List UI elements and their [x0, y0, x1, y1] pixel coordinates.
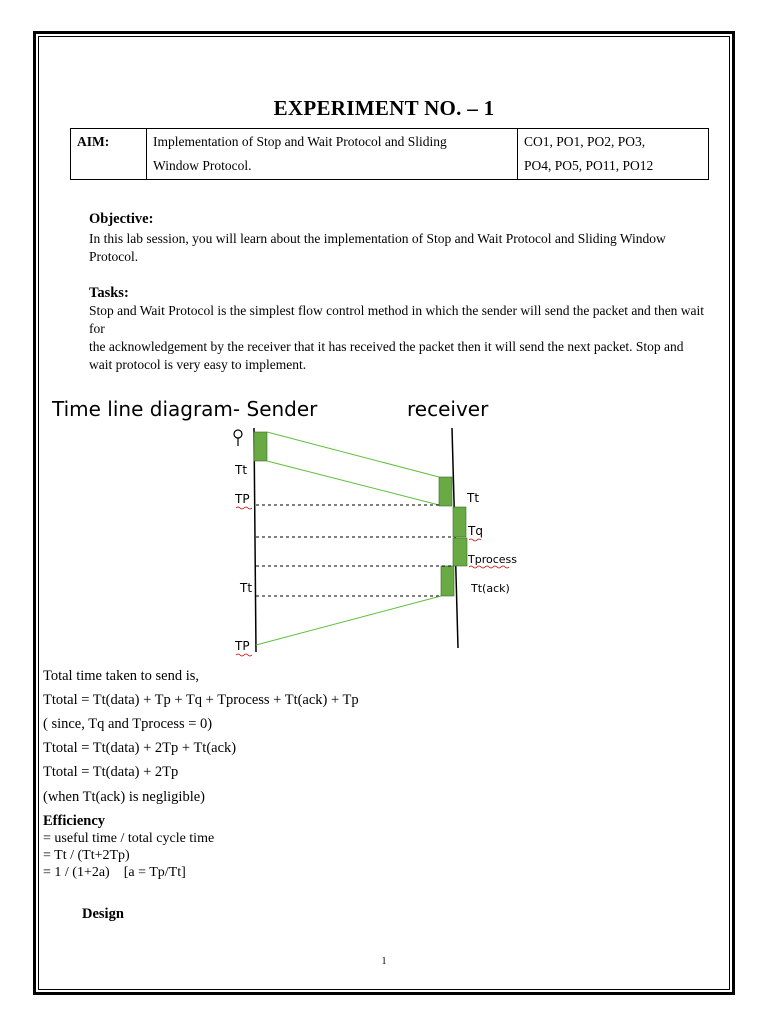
spellcheck-underline [469, 566, 509, 568]
sender-label-tp2: TP [235, 639, 250, 653]
formula-line-4: Ttotal = Tt(data) + 2Tp + Tt(ack) [43, 740, 237, 756]
queue-block [453, 507, 466, 537]
aim-label: AIM: [71, 129, 147, 180]
efficiency-line1: = useful time / total cycle time [43, 831, 215, 846]
tasks-heading: Tasks: [89, 285, 129, 301]
ack-return-line [256, 596, 441, 645]
efficiency-heading: Efficiency [43, 813, 106, 829]
objective-heading: Objective: [89, 211, 154, 227]
sender-axis [254, 428, 256, 652]
sender-label-tp1: TP [235, 492, 250, 506]
page-title: EXPERIMENT NO. – 1 [273, 96, 495, 120]
receive-block [439, 477, 452, 506]
formula-line-1: Total time taken to send is, [43, 668, 200, 684]
efficiency-line2: = Tt / (Tt+2Tp) [43, 848, 130, 863]
data-packet-block [254, 432, 267, 461]
sender-label-tt1: Tt [235, 463, 248, 477]
receiver-label-tprocess: Tprocess [468, 553, 517, 566]
tasks-line3: the acknowledgement by the receiver that it has received the packet then it will send the next packet. Stop and [89, 339, 684, 354]
objective-line1: In this lab session, you will learn about the implementation of Stop and Wait Protocol and Sliding Window [89, 231, 666, 246]
receiver-label-tt-ack: Tt(ack) [471, 582, 510, 595]
formula-line-3: ( since, Tq and Tprocess = 0) [43, 716, 213, 732]
design-heading: Design [82, 906, 124, 922]
receiver-label-tq: Tq [468, 524, 483, 538]
formula-line-2: Ttotal = Tt(data) + Tp + Tq + Tprocess + Tt(ack) + Tp [43, 692, 359, 708]
efficiency-line3: = 1 / (1+2a) [a = Tp/Tt] [43, 865, 186, 880]
tasks-line1: Stop and Wait Protocol is the simplest flow control method in which the sender will send the packet and then wait [89, 303, 705, 318]
data-packet-leading-edge [267, 432, 439, 477]
formula-line-5: Ttotal = Tt(data) + 2Tp [43, 764, 179, 780]
page-number: 1 [381, 956, 387, 967]
spellcheck-underline [236, 507, 252, 509]
formula-line-6: (when Tt(ack) is negligible) [43, 789, 205, 805]
process-block [453, 538, 467, 566]
objective-line2: Protocol. [89, 249, 139, 264]
tasks-line4: wait protocol is very easy to implement. [89, 357, 307, 372]
sender-label-tt2: Tt [240, 581, 253, 595]
spellcheck-underline [236, 654, 252, 656]
aim-text-line1: Implementation of Stop and Wait Protocol and Sliding [153, 134, 447, 149]
sender-start-icon [234, 430, 242, 438]
aim-outcomes-line1: CO1, PO1, PO2, PO3, [524, 134, 646, 149]
diagram-title: Time line diagram- Sender [52, 397, 318, 421]
data-packet-trailing-edge [267, 461, 439, 505]
diagram-receiver-label: receiver [407, 397, 489, 421]
receiver-label-tt: Tt [467, 491, 480, 505]
tasks-line2: for [89, 321, 105, 336]
spellcheck-underline [469, 539, 481, 541]
aim-text-line2: Window Protocol. [153, 158, 252, 173]
aim-outcomes-line2: PO4, PO5, PO11, PO12 [524, 158, 654, 173]
ack-block [441, 566, 454, 596]
